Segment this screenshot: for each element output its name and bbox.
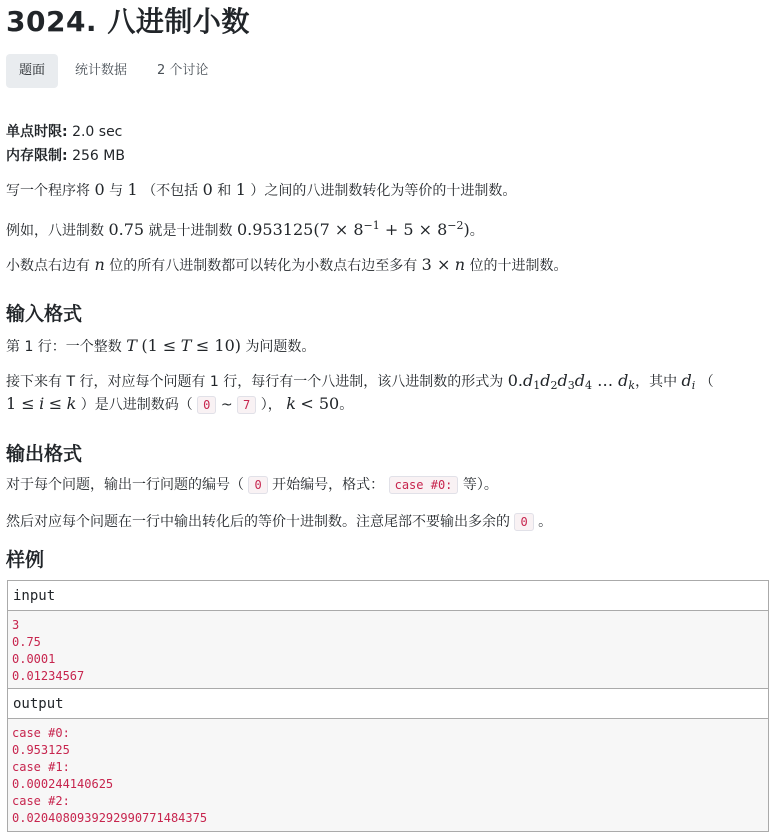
math-sup: −2 [447, 219, 464, 232]
text: 位的十进制数。 [469, 258, 568, 274]
math-expression [682, 371, 696, 390]
math: d [540, 371, 551, 390]
code-line: case #0: [12, 726, 70, 740]
code-line: case #2: [12, 794, 70, 808]
inline-code: 0 [197, 396, 216, 414]
text: 为问题数。 [245, 339, 316, 355]
text: 与 [109, 183, 124, 199]
text: 。 [538, 514, 553, 530]
sample-output-box [7, 688, 769, 832]
math-sub: 2 [550, 379, 558, 392]
math: i [39, 394, 45, 413]
text: 开始编号，格式： [272, 477, 385, 493]
text: ，其中 [635, 374, 678, 390]
code-line: 0.000244140625 [12, 777, 114, 791]
text: ）是八进制数码（ [80, 397, 193, 413]
math: 0 [202, 180, 213, 199]
math: 0 [94, 180, 105, 199]
output-format-line-1 [6, 473, 498, 497]
sample-output-label: output [8, 689, 768, 719]
problem-title: 3024. 八进制小数 [6, 5, 250, 38]
limits-block [6, 120, 125, 168]
sample-heading: 样例 [6, 549, 45, 571]
inline-code: 0 [514, 513, 533, 531]
math: d [522, 371, 534, 390]
output-format-line-2 [6, 510, 552, 534]
description-paragraph-1 [6, 178, 516, 203]
math: ≤ [48, 394, 63, 413]
memory-limit-label: 内存限制: [6, 148, 68, 164]
time-limit-label: 单点时限: [6, 124, 68, 140]
code-line: 3 [12, 618, 20, 632]
sample-output-content[interactable] [8, 719, 768, 831]
math: T [126, 336, 137, 355]
math: ≤ 10) [195, 336, 241, 355]
text: （不包括 [142, 183, 199, 199]
input-format-heading: 输入格式 [6, 303, 83, 325]
text: ~ [220, 397, 233, 413]
math: 1 [235, 180, 246, 199]
description-paragraph-3 [6, 253, 568, 278]
code-line: 0.0001 [12, 652, 56, 666]
math-sub: 1 [533, 379, 541, 392]
text: 位的所有八进制数都可以转化为小数点右边至多有 [109, 258, 418, 274]
math: k [66, 394, 77, 413]
text: 。 [469, 223, 484, 239]
math: 0.75 [108, 220, 145, 239]
math: < 50 [300, 394, 340, 413]
math: d [618, 371, 629, 390]
text: 写一个程序将 [6, 183, 90, 199]
tab-discussions[interactable]: 2 个讨论 [157, 63, 209, 78]
memory-limit-value: 256 MB [72, 148, 125, 164]
output-format-heading: 输出格式 [6, 443, 83, 465]
math: 1 [127, 180, 138, 199]
math: (1 ≤ [141, 336, 177, 355]
math-sub: 4 [584, 379, 592, 392]
input-format-line-3 [6, 392, 353, 417]
text: 接下来有 T 行，对应每个问题有 1 行，每行有一个八进制，该八进制数的形式为 [6, 374, 504, 390]
math: d [557, 371, 568, 390]
math: T [180, 336, 192, 355]
text: 和 [217, 183, 232, 199]
text: 例如，八进制数 [6, 223, 104, 239]
math-expression [237, 220, 470, 239]
math: 0. [507, 371, 523, 390]
math-sup: −1 [363, 219, 380, 232]
sample-input-box [7, 580, 769, 690]
math: ) [463, 220, 470, 239]
math-expression [508, 371, 635, 390]
text: ）之间的八进制数转化为等价的十进制数。 [250, 183, 517, 199]
description-paragraph-2 [6, 214, 484, 243]
math-sub: 3 [567, 379, 575, 392]
code-line: case #1: [12, 760, 70, 774]
math: + 5 × 8 [379, 220, 448, 239]
time-limit [6, 120, 125, 144]
math: … [591, 371, 619, 390]
code-line: 0.75 [12, 635, 41, 649]
math: n [94, 255, 105, 274]
text: 第 1 行：一个整数 [6, 339, 122, 355]
text: 然后对应每个问题在一行中输出转化后的等价十进制数。注意尾部不要输出多余的 [6, 514, 510, 530]
inline-code: 7 [237, 396, 256, 414]
code-line: 0.01234567 [12, 669, 85, 683]
sample-input-label: input [8, 581, 768, 611]
memory-limit [6, 144, 125, 168]
math: 3 × [421, 255, 451, 274]
math-sub: i [691, 379, 696, 392]
sample-input-content[interactable] [8, 611, 768, 689]
text: 等）。 [462, 477, 498, 493]
input-format-line-1 [6, 334, 315, 359]
math: d [681, 371, 692, 390]
code-line: 0.953125 [12, 743, 70, 757]
text: 。 [339, 397, 354, 413]
code-line: 0.0204080939292990771484375 [12, 811, 208, 825]
problem-tabs [6, 54, 225, 88]
math: n [454, 255, 466, 274]
inline-code: 0 [248, 476, 267, 494]
tab-statistics[interactable]: 统计数据 [75, 63, 128, 78]
text: （ [699, 374, 714, 390]
text: 就是十进制数 [148, 223, 233, 239]
tab-statement[interactable]: 题面 [6, 54, 58, 88]
time-limit-value: 2.0 sec [72, 124, 123, 140]
math: 0.953125(7 × 8 [236, 220, 364, 239]
math-sub: k [628, 379, 636, 392]
text: ）， [260, 397, 282, 413]
text: 对于每个问题，输出一行问题的编号（ [6, 477, 244, 493]
math: d [574, 371, 585, 390]
inline-code: case #0: [389, 476, 459, 494]
math: 1 ≤ [6, 394, 35, 413]
text: 小数点右边有 [6, 258, 90, 274]
math: k [286, 394, 296, 413]
